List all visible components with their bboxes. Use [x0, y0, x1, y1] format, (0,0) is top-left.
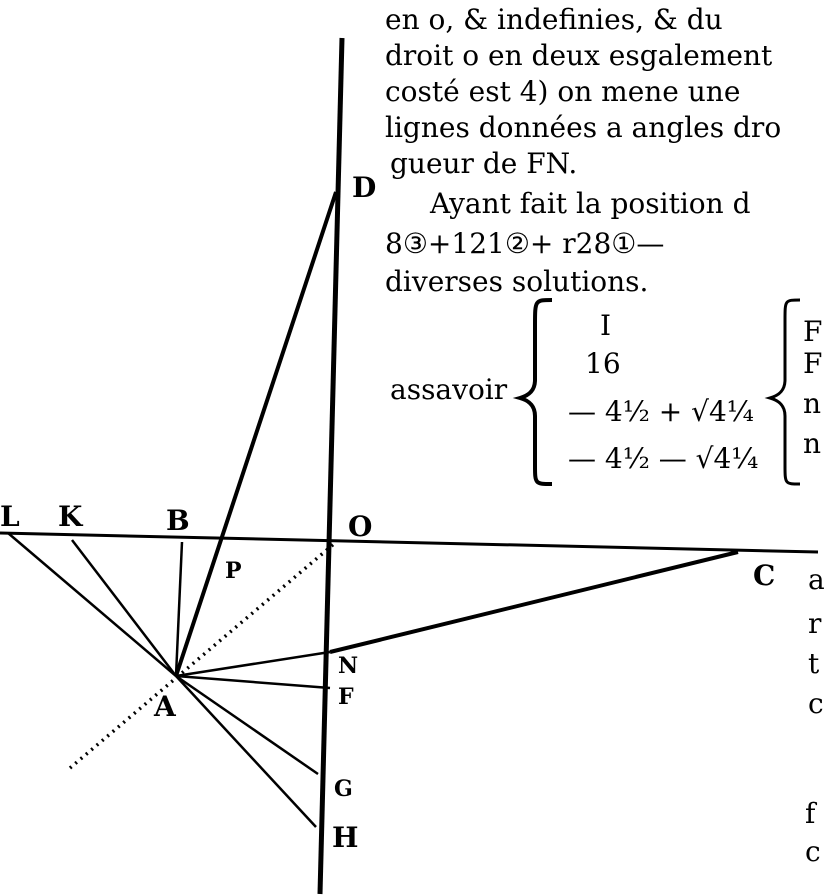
line-nc	[330, 552, 738, 652]
label-d: D	[352, 171, 377, 204]
horizontal-line	[0, 533, 818, 552]
line-af	[176, 676, 330, 688]
right-brace	[770, 300, 800, 484]
label-f: F	[338, 684, 354, 710]
margin-letter-5: f	[805, 797, 816, 830]
label-o: O	[348, 510, 373, 543]
partial-right-4: n	[803, 427, 822, 460]
vertical-axis-line	[320, 38, 342, 894]
paragraph-line-4: lignes données a angles dro	[385, 111, 782, 144]
solution-value-3: — 4½ + √4¼	[568, 395, 754, 428]
left-brace	[520, 300, 552, 484]
label-b: B	[166, 504, 190, 537]
label-k: K	[58, 500, 83, 533]
label-l: L	[0, 500, 20, 533]
partial-right-1: F	[803, 315, 823, 348]
label-h: H	[332, 821, 359, 854]
margin-letter-2: r	[808, 607, 822, 640]
label-g: G	[334, 776, 353, 802]
solution-value-4: — 4½ — √4¼	[568, 442, 759, 475]
paragraph-line-1: en o, & indefinies, & du	[385, 3, 723, 36]
margin-letter-6: c	[805, 835, 821, 868]
paragraph-line-8: diverses solutions.	[385, 265, 649, 298]
dotted-line	[70, 543, 335, 768]
line-ad	[176, 192, 336, 676]
line-ag	[176, 676, 318, 774]
label-c: C	[753, 559, 776, 592]
label-a: A	[154, 690, 176, 723]
label-p: P	[225, 558, 242, 584]
margin-letter-3: t	[808, 647, 820, 680]
solutions-label: assavoir	[390, 373, 508, 406]
solution-value-1: I	[600, 309, 612, 342]
line-ah	[176, 676, 316, 827]
partial-right-2: F	[803, 347, 823, 380]
label-n: N	[338, 653, 359, 679]
margin-letter-4: c	[808, 687, 824, 720]
partial-right-3: n	[803, 387, 822, 420]
paragraph-line-5: gueur de FN.	[390, 147, 578, 180]
line-ak	[72, 540, 176, 676]
line-an	[176, 652, 330, 676]
margin-letter-1: a	[808, 563, 825, 596]
solution-value-2: 16	[585, 347, 621, 380]
paragraph-line-3: costé est 4) on mene une	[385, 75, 741, 108]
paragraph-line-6: Ayant fait la position d	[430, 187, 751, 220]
paragraph-line-7: 8③+121②+ r28①—	[385, 227, 665, 260]
paragraph-line-2: droit o en deux esgalement	[385, 39, 773, 72]
line-al	[8, 533, 176, 676]
